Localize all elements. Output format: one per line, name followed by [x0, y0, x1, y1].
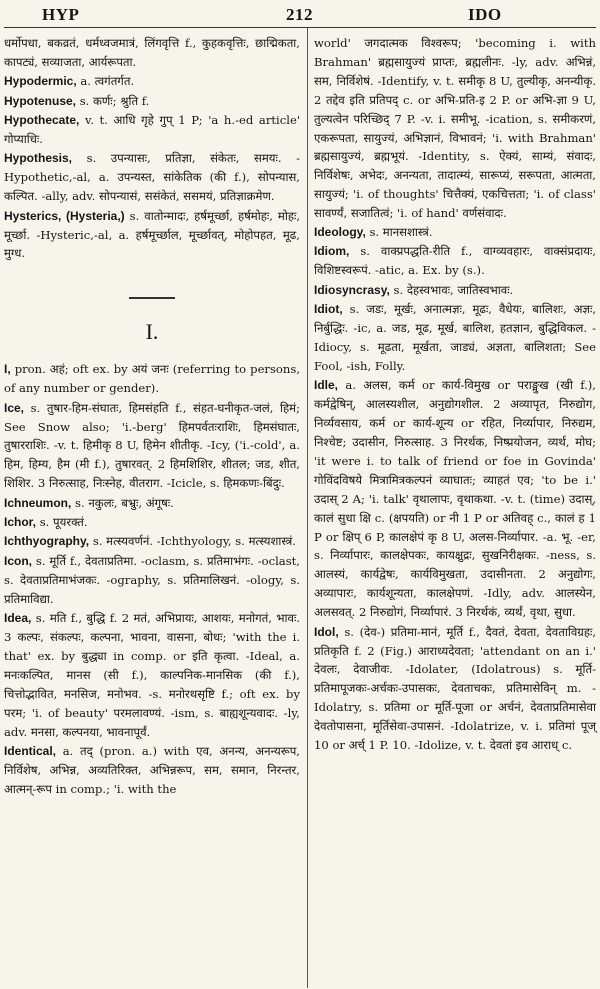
entry-definition: s. तुषार-हिम-संघातः, हिमसंहति f., संहत-घनीकृत-जलं, हिमं; See Snow also; 'i.-berg' हिमपर्वतःराशिः, हिमसंघातः, तुषारराशिः. -v. t. हिमीकृ 8 U, हिमेन शीतीकृ. -Icy, ('i.-cold', a. हिम, हिम्य, हैम (मी f.), तुषारवत्. 2 हिमशिशिर, शीतल; जड, शीत, शिशिर. 3 निरुत्साह, निःस्नेह, वीतराग. -Icicle, s. हिमकणः-बिंदुः. — [4, 400, 301, 491]
section-separator — [129, 297, 175, 299]
column-divider — [307, 28, 308, 988]
entry-headword: Ichor, — [4, 515, 37, 530]
entry-headword: Identical, — [4, 743, 57, 758]
entry-definition: s. वाक्प्रपद्धति-रीति f., वाग्व्यवहारः, वाक्संप्रदायः, विशिष्टस्वरूपं. -atic, a. Ex. by (s.). — [314, 244, 597, 278]
entry-headword: Icon, — [4, 553, 33, 568]
dictionary-entry — [4, 494, 300, 513]
dictionary-entry — [4, 34, 300, 72]
entry-headword: Idiom, — [314, 244, 350, 259]
dictionary-entry — [4, 149, 300, 206]
entry-definition: s. जडः, मूर्खः, अनात्मज्ञः, मूढः, वैधेयः, बालिशः, अज्ञः, निर्बुद्धिः. -ic, a. जड, मूढ, मूर्ख, बालिश, हतज्ञान, बुद्धिविकल. -Idiocy, s. मूढता, मूर्खता, जाड्यं, अज्ञता, बालिशता; See Fool, -ish, Folly. — [314, 302, 597, 373]
left-entries-after — [4, 360, 300, 798]
page-number: 212 — [286, 5, 313, 24]
entry-definition: s. उपन्यासः, प्रतिज्ञा, संकेतः, समयः. -Hypothetic,-al, a. उपन्यस्त, सांकेतिक (की f.), सोपन्यास, कल्पित. -ally, adv. सोपन्यासं, ससंकेतं, ससमयं, प्रतिज्ञाक्रमेण. — [4, 151, 300, 204]
entry-headword: Ice, — [4, 400, 25, 415]
dictionary-entry — [4, 399, 300, 494]
entry-definition: v. t. आधि गृहे गुप् 1 P; 'a h.-ed article' गोप्याधिः. — [4, 113, 301, 147]
entry-definition: धर्मोपधा, बकव्रतं, धर्मध्वजमात्रं, लिंगवृत्ति f., कुहकवृत्तिः, छाद्मिकता, कापट्यं, सव्याजता, आर्यरूपता. — [4, 36, 300, 69]
dictionary-entry — [314, 376, 596, 622]
dictionary-entry — [4, 609, 300, 741]
dictionary-entry — [4, 360, 300, 398]
continued-entry: world' जगदात्मक विश्वरूप; 'becoming i. with Brahman' ब्रह्मसायुज्यं प्राप्तः, ब्रह्मलीनः. -ly, adv. अभिन्नं, सम, निर्विशेषं. -Identify, v. t. समीकृ 8 U, तुल्यीकृ, अनन्यीकृ. 2 तद्देव इति प्रतिपद् c. or अभि-प्रति-इ 2 P. or अभि-ज्ञा 9 U, तुल्यत्वेन परिच्छिद् 7 P. -v. i. समीभू. -ication, s. समीकरणं, एकरूपता, सायुज्यं, अभिज्ञानं, विभावनं; 'i. with Brahman' ब्रह्मसायुज्यं, ब्रह्मभूयं. -Identity, s. ऐक्यं, साम्यं, संवादः, निर्विशेषः, अभेदः, अनन्यता, तादात्म्यं, सारूप्यं, सरूपता, आत्मता, सायुज्यं; 'i. of thoughts' चित्तैक्यं, एकचित्तता; 'i. of class' सावर्ण्यं, सजातित्वं; 'i. of hand' वर्णसंवादः. — [314, 36, 596, 221]
entry-headword: Hypodermic, — [4, 74, 77, 89]
entry-headword: I, — [4, 362, 11, 377]
right-column — [314, 34, 596, 755]
entry-headword: Hypothesis, — [4, 151, 73, 166]
entry-headword: Ichthyography, — [4, 534, 90, 549]
entry-definition: a. तद् (pron. a.) with एव, अनन्य, अनन्यरूप, निर्विशेष, अभिन्न, अव्यतिरिक्त, अभिन्नरूप, सम, समान, निरन्तर, आत्मन्-रूप in comp.; 'i. with the — [4, 743, 300, 796]
dictionary-entry — [314, 223, 596, 242]
entry-headword: Hypotenuse, — [4, 93, 77, 108]
header-right-guideword: IDO — [468, 5, 502, 24]
dictionary-entry — [4, 742, 300, 799]
entry-definition: s. मति f., बुद्धि f. 2 मतं, अभिप्रायः, आशयः, मनोगतं, भावः. 3 कल्पः, संकल्पः, कल्पना, भावना, वासना, बोधः; 'with the i. that' ex. by बुद्ध्या in comp. or इति कृत्वा. -Ideal, a. मनःकल्पित, मानस (सी f.), काल्पनिक-मानसिक (की f.), चित्तोद्भावित, मनसिज, मनोभव. -s. मनोरथसृष्टि f.; oft ex. by परम; 'i. of beauty' परमलावण्यं. -ism, s. बाह्यशून्यवादः. -ly, adv. मनसा, कल्पनया, भावनापूर्वं. — [4, 611, 301, 739]
dictionary-entry — [314, 281, 596, 300]
entry-headword: Idol, — [314, 624, 339, 639]
entry-headword: Idle, — [314, 378, 339, 393]
dictionary-entry — [314, 300, 596, 376]
header-rule — [4, 27, 596, 28]
entry-definition: a. त्वगंतर्गत. — [80, 74, 135, 89]
dictionary-entry — [4, 72, 300, 91]
entry-definition: s. पूयरक्तं. — [39, 515, 88, 530]
dictionary-entry — [314, 623, 596, 755]
entry-definition: s. मत्स्यवर्णनं. -Ichthyology, s. मत्स्यशास्त्रं. — [92, 534, 296, 549]
entry-definition: s. मानसशास्त्रं. — [369, 225, 433, 240]
entry-definition: s. (देव-) प्रतिमा-मानं, मूर्ति f., दैवतं, देवता, देवताविग्रहः, प्रतिकृति f. 2 (Fig.) आराध्यदेवता; 'attendant on an i.' देवलः, देवाजीवः. -Idolater, (Idolatrous) s. मूर्ति-प्रतिमापूजकः-अर्चकः-उपासकः, देवताचकः, प्रतिमासेविन् m. -Idolatry, s. प्रतिमा or मूर्ति-पूजा or अर्चनं, देवताप्रतिमासेवा देवतोपासना, मूर्तिसेवा-उपासनं. -Idolatrize, v. i. प्रतिमां पूज् 10 or अर्च् 1 P. 10. -Idolize, v. t. देवतां इव आराध् c. — [314, 624, 597, 753]
entry-definition: s. वातोन्मादः, हर्षमूर्च्छा, हर्षमोहः, मोहः, मूर्च्छा. -Hysteric,-al, a. हर्षमूर्च्छाल, मूर्च्छावत्, मोहोपहत, मूढ, मुग्ध. — [4, 208, 301, 261]
entry-headword: Hypothecate, — [4, 113, 80, 128]
entry-definition: s. कर्णः; श्रुति f. — [79, 93, 150, 108]
left-entries-before — [4, 34, 300, 263]
entry-definition: s. देहस्वभावः, जातिस्वभावः. — [393, 282, 514, 297]
entry-headword: Ichneumon, — [4, 495, 72, 510]
entry-headword: Ideology, — [314, 225, 366, 240]
dictionary-entry — [4, 111, 300, 149]
entry-definition: s. मूर्ति f., देवताप्रतिमा. -oclasm, s. प्रतिमाभंगः. -oclast, s. देवताप्रतिमाभंजकः. -ography, s. प्रतिमालिखनं. -ology, s. प्रतिमाविद्या. — [4, 553, 300, 606]
entry-headword: Hysterics, (Hysteria,) — [4, 208, 125, 223]
right-entries — [314, 223, 596, 755]
dictionary-entry — [4, 513, 300, 532]
dictionary-entry — [314, 242, 596, 280]
running-header — [0, 2, 600, 26]
section-letter: I. — [145, 319, 159, 345]
entry-headword: Idiot, — [314, 302, 343, 317]
entry-headword: Idiosyncrasy, — [314, 282, 390, 297]
entry-headword: Idea, — [4, 611, 32, 626]
dictionary-entry — [4, 532, 300, 551]
entry-definition: pron. अहं; oft ex. by अयं जनः (referring to persons, of any number or gender). — [4, 362, 300, 396]
left-column — [4, 34, 300, 799]
entry-definition: s. नकुलः, बभ्रुः, अंगूषः. — [75, 495, 174, 510]
entry-definition: a. अलस, कर्म or कार्य-विमुख or पराङ्मुख (खी f.), कर्मद्वेषिन्, आलस्यशील, अनुद्योगशील. 2 अव्यापृत, निरुद्योग, निर्व्यवसाय, कर्म or कार्य-शून्य or रहित, निर्व्यापार, निरुद्यम, निश्चेष्ट; उदासीन, निरुत्साह. 3 निरर्थक, निष्प्रयोजन, व्यर्थ, मोघ; 'it were i. to talk of friend or foe in Govinda' गोविंदविषये मित्रामित्रकल्पनं व्याघातः; व्याहतं एव; 'to be i.' उदास् 2 A; 'i. talk' वृथालापः, वृथाकथा. -v. t. (time) उदास्, कालं सुधा क्षि c. (क्षपयति) or नी 1 P or अतिवह् c., कालं ह 1 P or क्षिप् 6 P, कालक्षेपं कृ 8 U, अलस-निर्व्यापार. -a. भू. -er, s. निर्व्यापारः, कालक्षेपकः, कायक्षुद्रः, सुखनिरीक्षकः. -ness, s. आलस्यं, कार्यद्वेषः, कार्यविमुखता, उदासीनता. 2 अनुद्योगः, अव्यापारः, कार्यशून्यता, कालक्षेपणं. -Idly, adv. आलस्येन, अलसवत्. 2 निरुद्योगं, निर्व्यापारं. 3 निरर्थकं, व्यर्थं, वृथा, सुधा. — [314, 378, 596, 620]
dictionary-entry — [4, 552, 300, 609]
dictionary-entry — [4, 92, 300, 111]
header-left-guideword: HYP — [42, 5, 80, 24]
dictionary-entry — [4, 207, 300, 264]
